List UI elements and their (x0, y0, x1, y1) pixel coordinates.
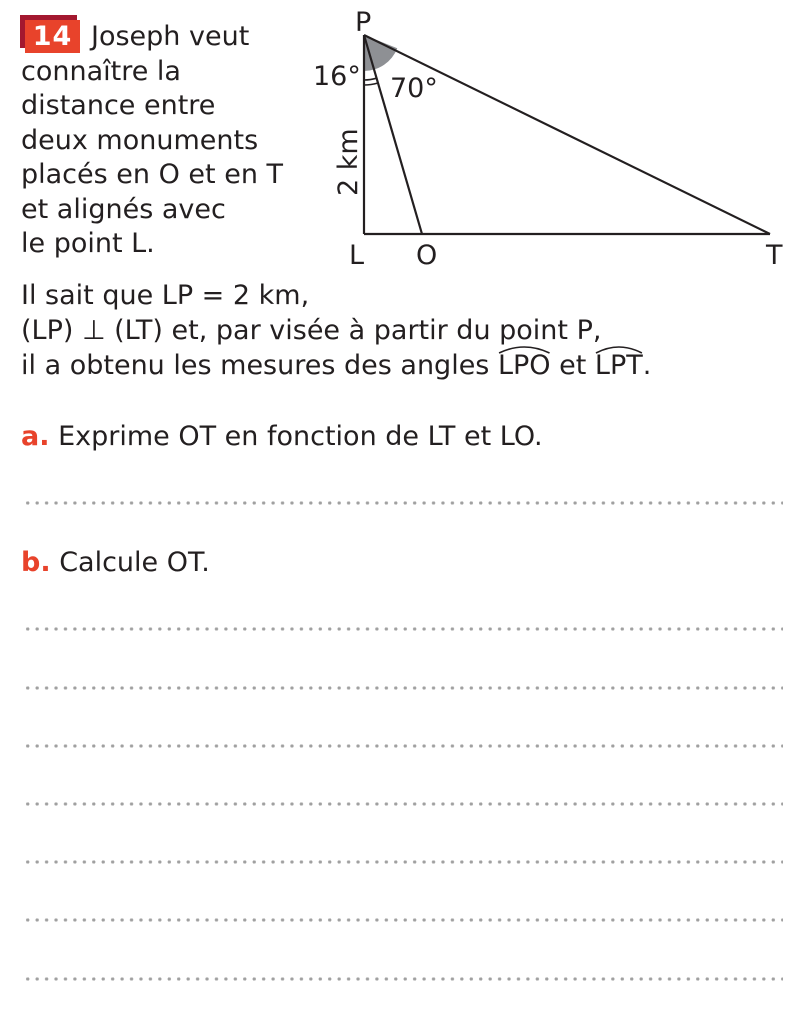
answer-line-b[interactable] (23, 744, 783, 748)
statement-text: il a obtenu les mesures des angles (21, 350, 498, 381)
answer-line-b[interactable] (23, 802, 783, 806)
angle-hat-icon (595, 345, 643, 355)
statement-line: (LP) ⊥ (LT) et, par visée à partir du point P, (21, 315, 602, 346)
angle-LPO-text: LPO (497, 350, 551, 381)
angle-LPT-notation (595, 348, 643, 383)
intro-line: deux monuments (21, 124, 259, 156)
question-b-label: b. (21, 547, 51, 578)
point-L-label: L (349, 240, 365, 271)
answer-line-b[interactable] (23, 918, 783, 922)
answer-line-b[interactable] (23, 860, 783, 864)
angle-LPO-arc-2 (364, 83, 378, 85)
intro-line: et alignés avec (21, 193, 226, 225)
exercise-statement (21, 278, 651, 383)
question-a (21, 420, 543, 454)
point-T-label: T (766, 240, 783, 271)
point-P-label: P (355, 7, 372, 38)
intro-line: le point L. (21, 228, 155, 259)
question-a-label: a. (21, 421, 50, 452)
side-LP-label: 2 km (333, 128, 364, 196)
exercise-number-badge: 14 (25, 20, 80, 53)
angle-LPO-notation (498, 348, 551, 383)
intro-line: connaître la (21, 55, 181, 87)
statement-text: et (550, 350, 595, 381)
question-a-text: Exprime OT en fonction de LT et LO. (58, 421, 543, 452)
point-O-label: O (416, 240, 438, 271)
question-b-text: Calcule OT. (59, 547, 210, 578)
question-b (21, 546, 210, 580)
intro-text: Joseph veut (91, 21, 250, 52)
answer-line-b[interactable] (23, 977, 783, 981)
answer-line-b[interactable] (23, 686, 783, 690)
angle-hat-icon (498, 345, 551, 355)
statement-text: . (642, 350, 652, 381)
answer-line-b[interactable] (23, 627, 783, 631)
angle-LPO-label: 16° (313, 61, 361, 92)
triangle-figure (0, 0, 803, 280)
intro-line: distance entre (21, 90, 216, 121)
segment-PO (364, 35, 422, 234)
segment-PT (364, 35, 770, 234)
statement-line (21, 348, 651, 383)
answer-line-a[interactable] (23, 501, 783, 505)
angle-LPT-text: LPT (594, 350, 643, 381)
statement-line: Il sait que LP = 2 km, (21, 280, 310, 311)
angle-LPT-label: 70° (390, 73, 438, 104)
intro-line: placés en O et en T (21, 159, 284, 190)
angle-LPO-arc-1 (364, 78, 377, 80)
